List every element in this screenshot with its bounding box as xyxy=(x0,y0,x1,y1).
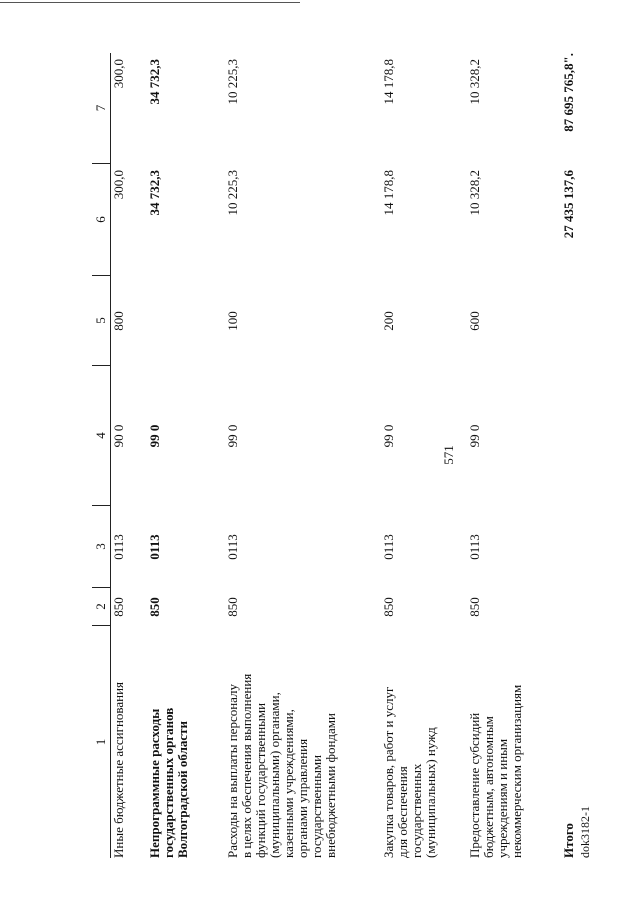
row-c7: 34 732,3 xyxy=(147,59,162,105)
row-c3: 0113 xyxy=(147,534,162,560)
row-c2: 850 xyxy=(147,597,162,617)
row-c7: 10 328,2 xyxy=(467,59,482,105)
row-c6: 10 225,3 xyxy=(225,170,240,216)
row-c2: 850 xyxy=(111,597,126,617)
row-c6: 10 328,2 xyxy=(467,170,482,216)
row-c2: 850 xyxy=(225,597,240,617)
col-header-2: 2 xyxy=(92,588,110,626)
row-c5: 800 xyxy=(111,311,126,331)
row-c5: 100 xyxy=(225,311,240,331)
row-c3: 0113 xyxy=(111,534,126,560)
row-c7: 300,0 xyxy=(111,59,126,89)
row-c2: 850 xyxy=(467,597,482,617)
row-name: Предоставление субсидий бюджетным, автономным учреждениям и иным некоммерческим организациям xyxy=(467,684,524,858)
col-header-1: 1 xyxy=(93,738,108,746)
footer-code: dok3182-1 xyxy=(578,806,592,858)
top-rule xyxy=(0,2,300,3)
row-c2: 850 xyxy=(381,597,396,617)
row-c5: 600 xyxy=(467,311,482,331)
row-c4: 99 0 xyxy=(225,424,240,448)
col-header-7: 7 xyxy=(92,53,110,164)
row-c4: 99 0 xyxy=(381,424,396,448)
row-c6: 300,0 xyxy=(111,170,126,200)
col-header-5: 5 xyxy=(92,276,110,366)
row-c7: 14 178,8 xyxy=(381,59,396,105)
total-label: Итого xyxy=(561,823,576,858)
col-header-3: 3 xyxy=(92,506,110,588)
row-c3: 0113 xyxy=(225,534,240,560)
row-c4: 90 0 xyxy=(111,424,126,448)
budget-table xyxy=(92,53,612,858)
total-c7: 87 695 765,8". xyxy=(561,53,576,132)
row-c6: 14 178,8 xyxy=(381,170,396,216)
row-c6: 34 732,3 xyxy=(147,170,162,216)
col-header-4: 4 xyxy=(92,366,110,506)
col-header-6: 6 xyxy=(92,164,110,276)
row-name: Расходы на выплаты персоналу в целях обеспечения выполнения функций государственными (муниципальными) органами, казенными учреждениями, органами управления государственными внебюджетными фондами xyxy=(225,673,338,858)
row-c4: 99 0 xyxy=(467,424,482,448)
row-name: Иные бюджетные ассигнования xyxy=(111,681,126,858)
page-number: 571 xyxy=(441,445,456,465)
row-name: Непрограммные расходы государственных органов Волгоградской области xyxy=(147,707,190,858)
row-c5: 200 xyxy=(381,311,396,331)
row-name: Закупка товаров, работ и услуг для обеспечения государственных (муниципальных) нужд xyxy=(381,686,438,858)
row-c7: 10 225,3 xyxy=(225,59,240,105)
row-c3: 0113 xyxy=(381,534,396,560)
row-c3: 0113 xyxy=(467,534,482,560)
row-c4: 99 0 xyxy=(147,424,162,448)
total-c6: 27 435 137,6 xyxy=(561,170,576,239)
